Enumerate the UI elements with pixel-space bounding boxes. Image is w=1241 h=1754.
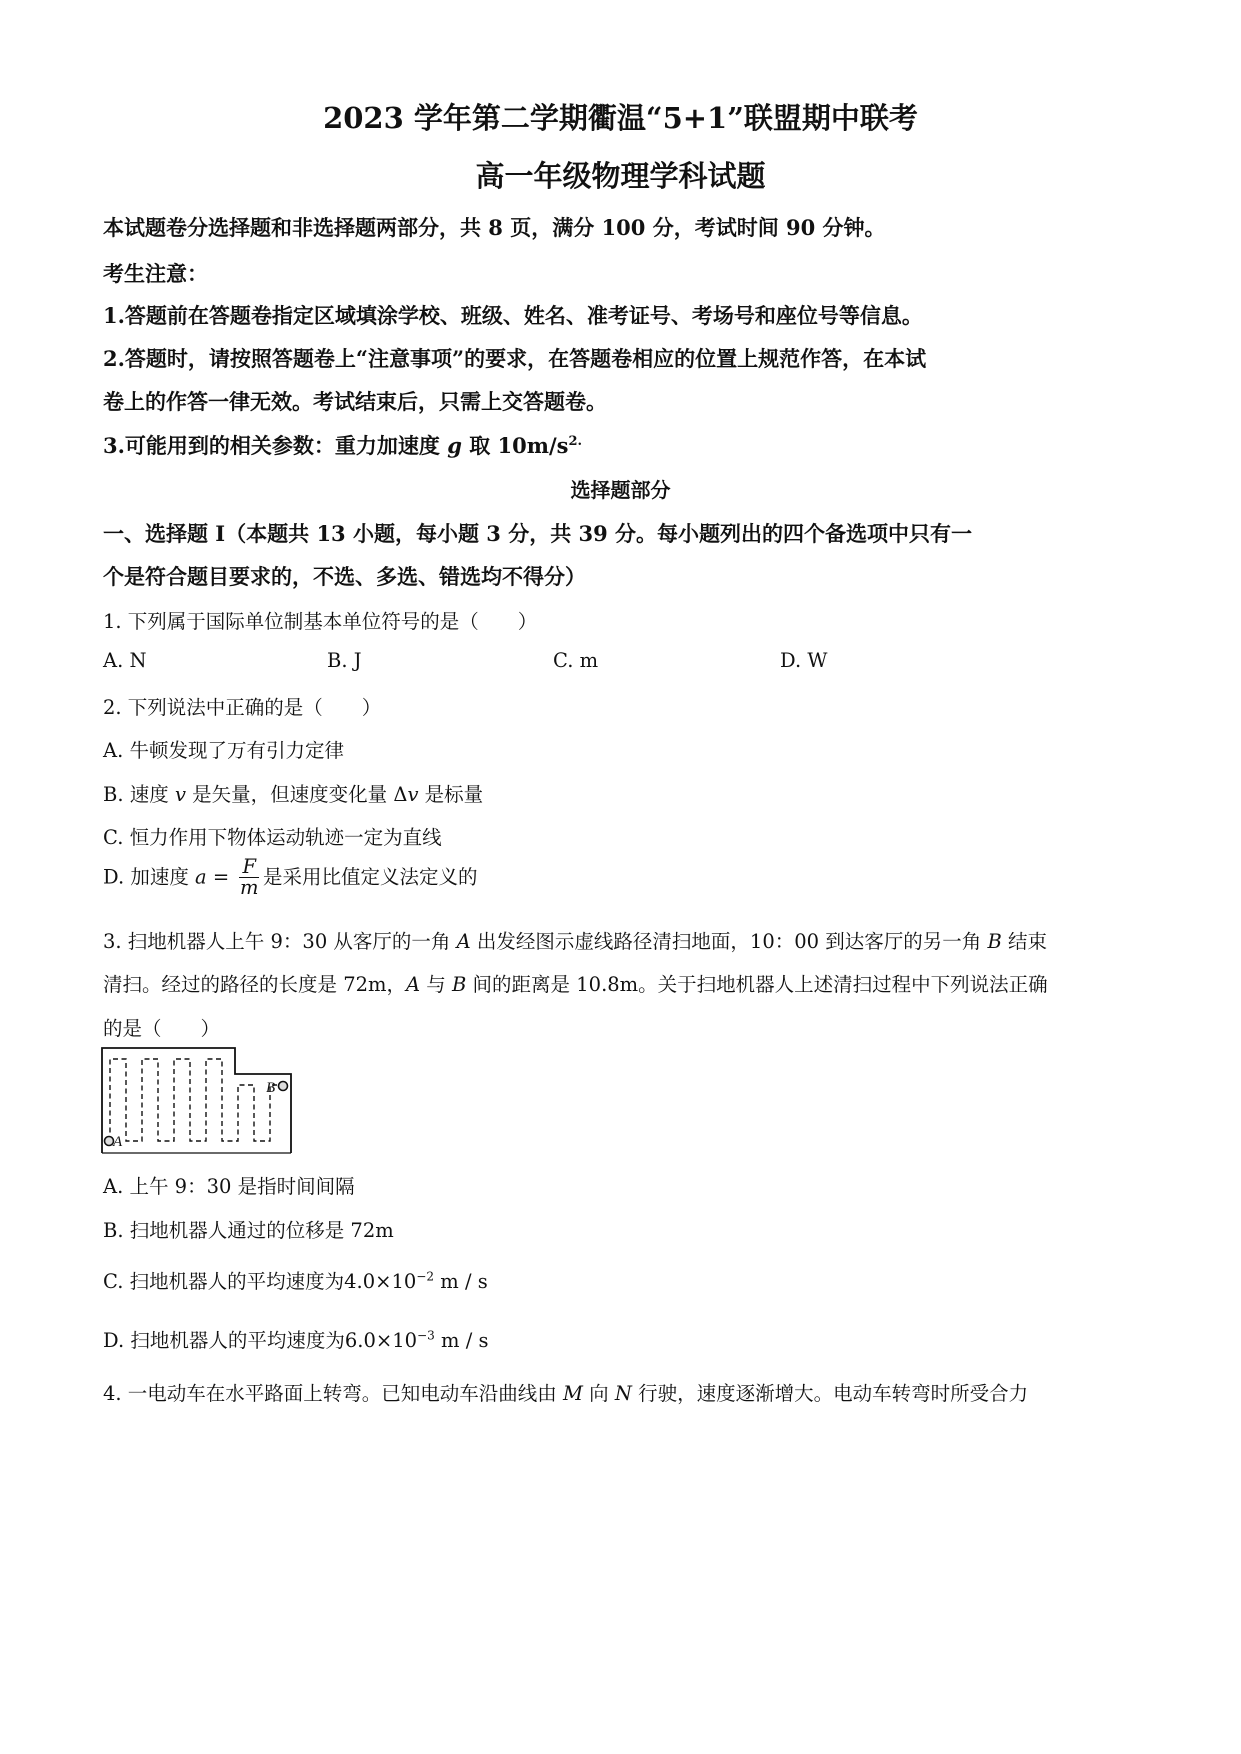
question-3-line3: 的是（ ） (103, 1017, 221, 1040)
notice-heading: 考生注意： (103, 261, 208, 286)
question-1-option-c: C. m (553, 649, 599, 672)
question-3-option-a: A. 上午 9：30 是指时间间隔 (103, 1175, 355, 1198)
question-3-line1: 3. 扫地机器人上午 9：30 从客厅的一角 A 出发经图示虚线路径清扫地面，10：00 到达客厅的另一角 B 结束 (103, 930, 1047, 953)
point-b-label: B (266, 1080, 276, 1096)
question-1-option-d: D. W (780, 649, 828, 672)
question-2-stem: 2. 下列说法中正确的是（ ） (103, 696, 382, 719)
intro-text: 本试题卷分选择题和非选择题两部分，共 8 页，满分 100 分，考试时间 90 分钟。 (103, 215, 886, 240)
question-2-option-d: D. 加速度 a = $\frac{F}{m}$ 是采用比值定义法定义的 (103, 855, 478, 900)
point-a-label: A (113, 1134, 123, 1150)
question-2-option-c: C. 恒力作用下物体运动轨迹一定为直线 (103, 826, 442, 849)
part-description-line1: 一、选择题 I（本题共 13 小题，每小题 3 分，共 39 分。每小题列出的四个备选项中只有一 (103, 521, 973, 546)
question-3-option-c: C. 扫地机器人的平均速度为$4.0\times 10^{-2}$ m / s (103, 1269, 488, 1293)
notice-item-2-line1: 2.答题时，请按照答题卷上“注意事项”的要求，在答题卷相应的位置上规范作答，在本试 (103, 346, 927, 371)
question-1-option-a: A. N (103, 649, 147, 672)
exam-title: 2023 学年第二学期衢温“5+1”联盟期中联考 (323, 101, 918, 135)
question-1-stem: 1. 下列属于国际单位制基本单位符号的是（ ） (103, 610, 538, 633)
question-2-option-a: A. 牛顿发现了万有引力定律 (103, 739, 344, 762)
cleaning-path (110, 1059, 283, 1141)
question-2-option-b: B. 速度 v 是矢量，但速度变化量 Δv 是标量 (103, 783, 484, 806)
question-3-option-b: B. 扫地机器人通过的位移是 72m (103, 1219, 394, 1242)
notice-item-2-line2: 卷上的作答一律无效。考试结束后，只需上交答题卷。 (103, 389, 607, 414)
point-b-marker (279, 1082, 288, 1091)
notice-item-1: 1.答题前在答题卷指定区域填涂学校、班级、姓名、准考证号、考场号和座位号等信息。 (103, 303, 923, 328)
exam-subtitle: 高一年级物理学科试题 (475, 159, 766, 193)
room-outline (102, 1048, 291, 1153)
robot-path-figure (100, 1045, 300, 1157)
section-heading: 选择题部分 (570, 478, 671, 502)
notice-item-3: 3.可能用到的相关参数：重力加速度 g 取 $10m/s^{2.}$ (103, 433, 583, 458)
question-1-option-b: B. J (327, 649, 362, 672)
question-3-line2: 清扫。经过的路径的长度是 72m，A 与 B 间的距离是 10.8m。关于扫地机器人上述清扫过程中下列说法正确 (103, 973, 1048, 996)
question-3-option-d: D. 扫地机器人的平均速度为$6.0\times 10^{-3}$ m / s (103, 1328, 489, 1352)
acceleration-fraction: $\frac{F}{m}$ (239, 855, 259, 900)
question-4-line1: 4. 一电动车在水平路面上转弯。已知电动车沿曲线由 M 向 N 行驶，速度逐渐增大。电动车转弯时所受合力 (103, 1382, 1029, 1405)
part-description-line2: 个是符合题目要求的，不选、多选、错选均不得分） (103, 564, 586, 589)
